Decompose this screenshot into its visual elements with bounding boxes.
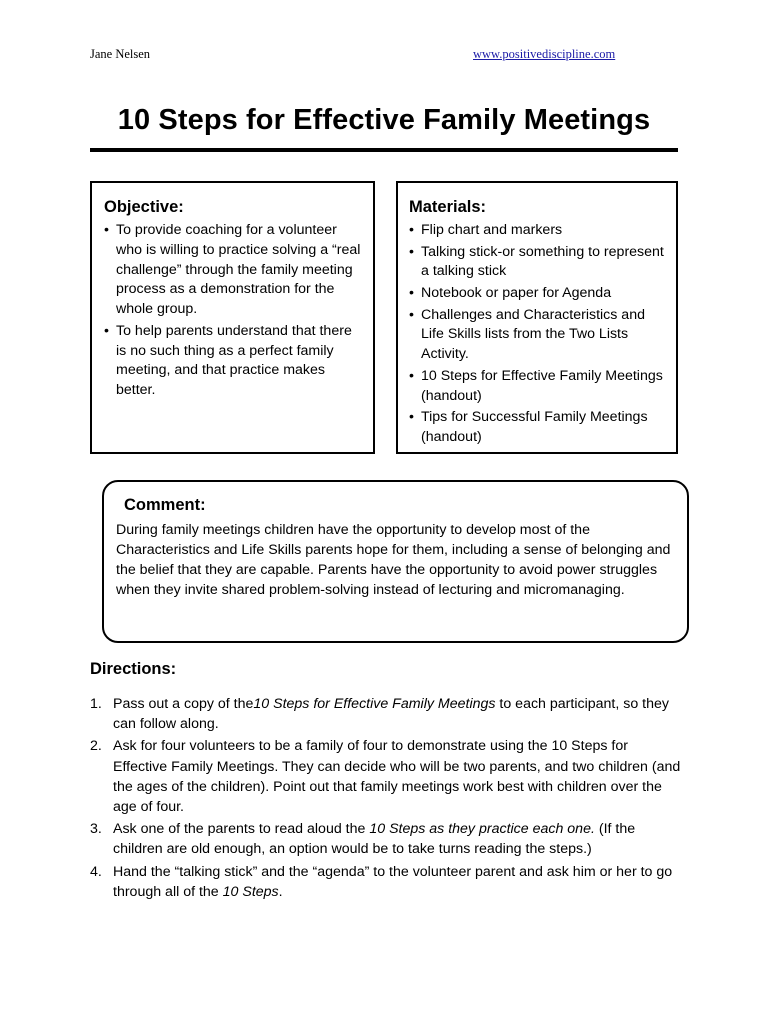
objective-item: • To help parents understand that there is no such thing as a perfect family meeting, and that practice makes better. <box>104 322 363 401</box>
step-text: to each participant, so they can follow along. <box>113 696 669 733</box>
materials-box <box>396 181 678 454</box>
comment-heading: Comment: <box>124 496 206 514</box>
materials-item: • Challenges and Characteristics and Life Skills lists from the Two Lists Activity. <box>409 306 668 365</box>
step-text: Pass out a copy of the <box>113 696 254 712</box>
website-link[interactable]: www.positivediscipline.com <box>473 47 616 61</box>
direction-step <box>90 694 682 734</box>
materials-item: • Flip chart and markers <box>409 221 668 241</box>
author-name: Jane Nelsen <box>90 47 151 61</box>
materials-list <box>409 221 668 448</box>
direction-step <box>90 736 682 817</box>
objective-list <box>104 221 363 401</box>
direction-step <box>90 819 682 859</box>
step-number: 1. <box>90 696 102 712</box>
materials-heading: Materials: <box>409 198 487 216</box>
step-text: (If the children are old enough, an option would be to take turns reading the steps.) <box>113 821 636 858</box>
directions-heading: Directions: <box>90 660 177 678</box>
directions-list <box>90 694 682 904</box>
comment-text: During family meetings children have the opportunity to develop most of the Characteristics and Life Skills parents hope for them, including a sense of belonging and the belief that they are capable. Parents have the opportunity to avoid power struggles when they invite shared problem-solving instead of lecturing and micromanaging. <box>116 522 671 598</box>
step-text: Ask for four volunteers to be a family of four to demonstrate using the 10 Steps for Effective Family Meetings. They can decide who will be two parents, and two children (and the ages of the children). Point out that family meetings work best with children over the age of four. <box>113 738 681 816</box>
direction-step <box>90 862 682 902</box>
step-text-italic: 10 Steps as they practice each one. <box>369 821 595 838</box>
materials-item: • 10 Steps for Effective Family Meetings (handout) <box>409 367 668 407</box>
objective-heading: Objective: <box>104 198 184 216</box>
step-number: 3. <box>90 821 102 838</box>
step-number: 4. <box>90 863 102 880</box>
comment-box <box>102 480 689 643</box>
step-number: 2. <box>90 738 102 755</box>
materials-item: • Talking stick-or something to represent a talking stick <box>409 243 668 283</box>
step-text-italic: 10 Steps <box>222 883 279 900</box>
materials-item: • Tips for Successful Family Meetings (handout) <box>409 408 668 448</box>
step-text: Hand the “talking stick” and the “agenda” to the volunteer parent and ask him or her to go through all of the <box>113 863 673 900</box>
objective-item: • To provide coaching for a volunteer who is willing to practice solving a “real challenge” through the family meeting process as a demonstration for the whole group. <box>104 221 363 320</box>
title-divider <box>90 148 678 152</box>
objective-box <box>90 181 375 454</box>
step-text-italic: 10 Steps for Effective Family Meetings <box>253 696 496 712</box>
step-text: . <box>278 883 283 900</box>
page-title: 10 Steps for Effective Family Meetings <box>117 104 651 136</box>
materials-item: • Notebook or paper for Agenda <box>409 284 668 304</box>
step-text: Ask one of the parents to read aloud the <box>113 821 370 838</box>
